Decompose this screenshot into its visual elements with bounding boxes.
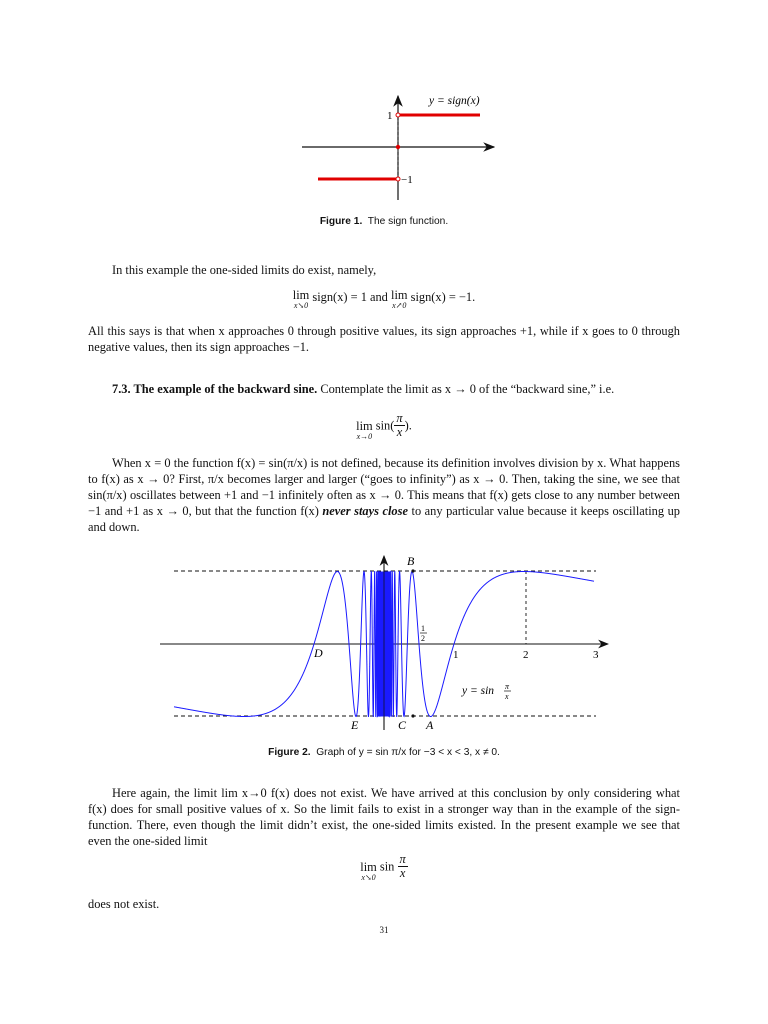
sin-text: sin xyxy=(379,859,395,874)
caption-text: Graph of y = sin π/x for −3 < x < 3, x ≠ 0. xyxy=(316,747,500,758)
limit-a: lim x↘0 xyxy=(292,288,310,310)
paragraph-2: All this says is that when x approaches 0 through positive values, its sign approaches +1, while if x goes to 0 through negative values, then its sign approaches −1. xyxy=(88,324,680,354)
fraction-pi-over-x: $\frac{\pi}{x}$ xyxy=(399,852,406,880)
figure-2-caption xyxy=(0,745,768,761)
label-curve-num: π xyxy=(505,682,510,691)
point-origin xyxy=(396,145,400,149)
equation-one-sided-limits xyxy=(88,289,680,310)
tick-label-3: 3 xyxy=(593,649,599,661)
emphasis-never-stays-close: never stays close xyxy=(322,504,408,518)
limit-x-to-0: lim x→0 xyxy=(356,419,373,441)
point-B xyxy=(411,569,414,572)
sin-text: sin xyxy=(375,418,391,433)
paragraph-5: does not exist. xyxy=(88,897,160,911)
equation-one-sided-sine xyxy=(88,853,680,882)
caption-text: The sign function. xyxy=(367,216,449,227)
page-number: 31 xyxy=(379,925,389,935)
label-half-num: 1 xyxy=(421,624,425,633)
point-A xyxy=(411,714,414,717)
label-curve-function: y = sin xyxy=(462,685,495,697)
label-half-den: 2 xyxy=(421,634,425,643)
paragraph-3: When x = 0 the function f(x) = sin(π/x) is not defined, because its definition involves division by x. What happens to f(x) as x → 0? First, π/x becomes larger and larger (“goes to infinity”) as x → 0. Then, taking the sine, we see that sin(π/x) oscillates between +1 and −1 infinitely often as x → 0. This means that f(x) gets close to any number between −1 and +1 as x → 0, but that the function f(x) never stays close to any particular value because it keeps oscillating up and down. xyxy=(88,456,680,534)
label-curve-den: x xyxy=(505,692,509,701)
fraction-pi-over-x: $\frac{\pi}{x}$ xyxy=(396,411,403,439)
label-D: D xyxy=(314,646,323,660)
label-E: E xyxy=(351,718,359,732)
paragraph-1: In this example the one-sided limits do exist, namely, xyxy=(112,263,377,277)
figure-1-caption xyxy=(0,214,768,230)
label-one: 1 xyxy=(387,110,393,122)
limit-x-down-0: lim x↘0 xyxy=(360,860,377,882)
open-point-bottom xyxy=(396,177,400,181)
label-C: C xyxy=(398,718,407,732)
label-function: y = sign(x) xyxy=(429,95,480,107)
tick-label-2: 2 xyxy=(523,649,529,661)
figure-sign-function xyxy=(290,88,510,204)
section-text: Contemplate the limit as x → 0 of the “backward sine,” i.e. xyxy=(317,382,615,396)
label-B: B xyxy=(407,554,415,568)
figure-backward-sine xyxy=(156,552,612,736)
caption-number: Figure 1. xyxy=(319,216,363,227)
section-heading: 7.3. The example of the backward sine. xyxy=(112,382,318,396)
expr-b: sign(x) = −1. xyxy=(410,290,476,304)
tick-label-1: 1 xyxy=(453,649,459,661)
label-A: A xyxy=(426,718,434,732)
equation-backward-sine: lim x→0 sin( $\frac{\pi}{x}$ ). xyxy=(356,411,412,441)
label-minus-one: −1 xyxy=(401,174,413,186)
expr-a: sign(x) = 1 and xyxy=(312,290,388,304)
section-7-3 xyxy=(88,381,680,397)
limit-b: lim x↗0 xyxy=(391,288,408,310)
open-point-top xyxy=(396,113,400,117)
caption-number: Figure 2. xyxy=(268,747,311,758)
paragraph-4: Here again, the limit lim x→0 f(x) does not exist. We have arrived at this conclusion by only considering what f(x) does for small positive values of x. So the limit fails to exist in a stronger way than in the example of the sign-function. There, even though the limit didn’t exist, the one-sided limits existed. In the present example we see that even the one-sided limit xyxy=(88,786,680,848)
